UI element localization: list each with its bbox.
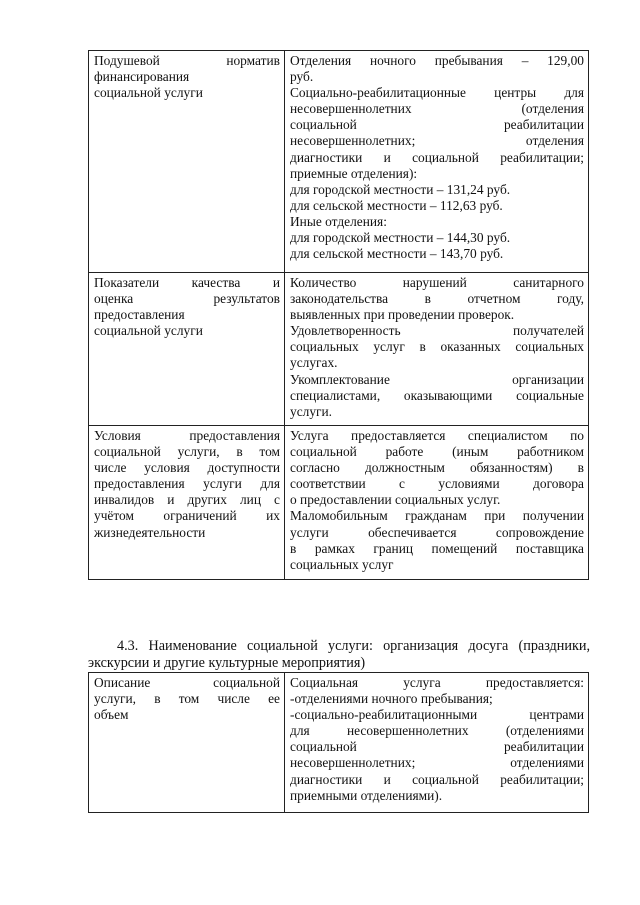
value-line: Укомплектование организации xyxy=(290,371,584,387)
label-line: Подушевой норматив xyxy=(94,53,280,68)
section-heading-line-1: 4.3. Наименование социальной услуги: организация досуга (праздники, xyxy=(117,638,590,654)
label-line: финансирования xyxy=(94,69,190,85)
value-line: приемные отделения): xyxy=(290,165,418,181)
value-line: несовершеннолетних; отделениями xyxy=(290,755,584,771)
label-line: социальной услуги xyxy=(94,85,203,101)
value-line: приемными отделениями). xyxy=(290,787,443,803)
value-line: выявленных при проведении проверок. xyxy=(290,307,515,323)
value-line: несовершеннолетних (отделения xyxy=(290,101,584,117)
service-details-table-2 xyxy=(88,672,589,813)
row-label-funding-standard xyxy=(89,51,285,273)
value-line: в рамках границ помещений поставщика xyxy=(290,540,584,556)
label-line: предоставления услуги для xyxy=(94,476,280,492)
value-line: Иные отделения: xyxy=(290,213,387,229)
value-line: Отделения ночного пребывания – 129,00 xyxy=(290,53,584,68)
value-line: Удовлетворенность получателей xyxy=(290,323,584,339)
section-heading-line-2: экскурсии и другие культурные мероприятия) xyxy=(88,655,366,671)
value-line: услуги. xyxy=(290,403,333,419)
value-line: услугах. xyxy=(290,355,338,371)
label-line: Условия предоставления xyxy=(94,428,280,443)
label-line: жизнедеятельности xyxy=(94,524,206,540)
row-value-service-description xyxy=(285,673,589,813)
row-value-quality-indicators xyxy=(285,273,589,426)
value-line: социальных услуг в оказанных социальных xyxy=(290,339,584,355)
label-line: учётом ограничений их xyxy=(94,508,280,524)
value-line: Услуга предоставляется специалистом по xyxy=(290,428,584,443)
table-row-funding-standard xyxy=(89,51,589,273)
value-line: для городской местности – 144,30 руб. xyxy=(290,230,511,246)
value-line: услуги обеспечивается сопровождение xyxy=(290,524,584,540)
label-line: социальной услуги, в том xyxy=(94,444,280,460)
value-line: о предоставлении социальных услуг. xyxy=(290,492,501,508)
row-value-provision-conditions xyxy=(285,426,589,580)
value-line: специалистами, оказывающими социальные xyxy=(290,387,584,403)
label-line: инвалидов и других лиц с xyxy=(94,492,280,508)
label-line: социальной услуги xyxy=(94,323,203,339)
value-line: Количество нарушений санитарного xyxy=(290,275,584,290)
value-line: для городской местности – 131,24 руб. xyxy=(290,181,511,197)
label-line: объем xyxy=(94,707,129,723)
row-value-funding-standard xyxy=(285,51,589,273)
value-line: Социально-реабилитационные центры для xyxy=(290,85,584,101)
label-line: числе условия доступности xyxy=(94,460,280,476)
value-line: для сельской местности – 112,63 руб. xyxy=(290,197,503,213)
label-line: услуги, в том числе ее xyxy=(94,691,280,707)
value-line: социальных услуг xyxy=(290,556,394,572)
value-line: для сельской местности – 143,70 руб. xyxy=(290,246,504,262)
row-label-quality-indicators xyxy=(89,273,285,426)
value-line: социальной работе (иным работником xyxy=(290,444,584,460)
service-details-table-1 xyxy=(88,50,589,580)
value-line: руб. xyxy=(290,69,314,85)
value-line: Маломобильным гражданам при получении xyxy=(290,508,584,524)
row-label-service-description xyxy=(89,673,285,813)
label-line: Описание социальной xyxy=(94,675,280,690)
value-line: социальной реабилитации xyxy=(290,117,584,133)
table-row-provision-conditions xyxy=(89,426,589,580)
table-row-service-description xyxy=(89,673,589,813)
value-line: для несовершеннолетних (отделениями xyxy=(290,723,584,739)
section-heading-4-3 xyxy=(88,638,590,672)
value-line: -отделениями ночного пребывания; xyxy=(290,691,493,707)
label-line: оценка результатов xyxy=(94,291,280,307)
value-line: -социально-реабилитационными центрами xyxy=(290,707,584,723)
table-row-quality-indicators xyxy=(89,273,589,426)
label-line: Показатели качества и xyxy=(94,275,280,290)
row-label-provision-conditions xyxy=(89,426,285,580)
value-line: соответствии с условиями договора xyxy=(290,476,584,492)
value-line: согласно должностным обязанностям) в xyxy=(290,460,584,476)
label-line: предоставления xyxy=(94,307,185,323)
value-line: законодательства в отчетном году, xyxy=(290,291,584,307)
value-line: несовершеннолетних; отделения xyxy=(290,133,584,149)
value-line: социальной реабилитации xyxy=(290,739,584,755)
value-line: Социальная услуга предоставляется: xyxy=(290,675,584,690)
value-line: диагностики и социальной реабилитации; xyxy=(290,149,584,165)
value-line: диагностики и социальной реабилитации; xyxy=(290,771,584,787)
